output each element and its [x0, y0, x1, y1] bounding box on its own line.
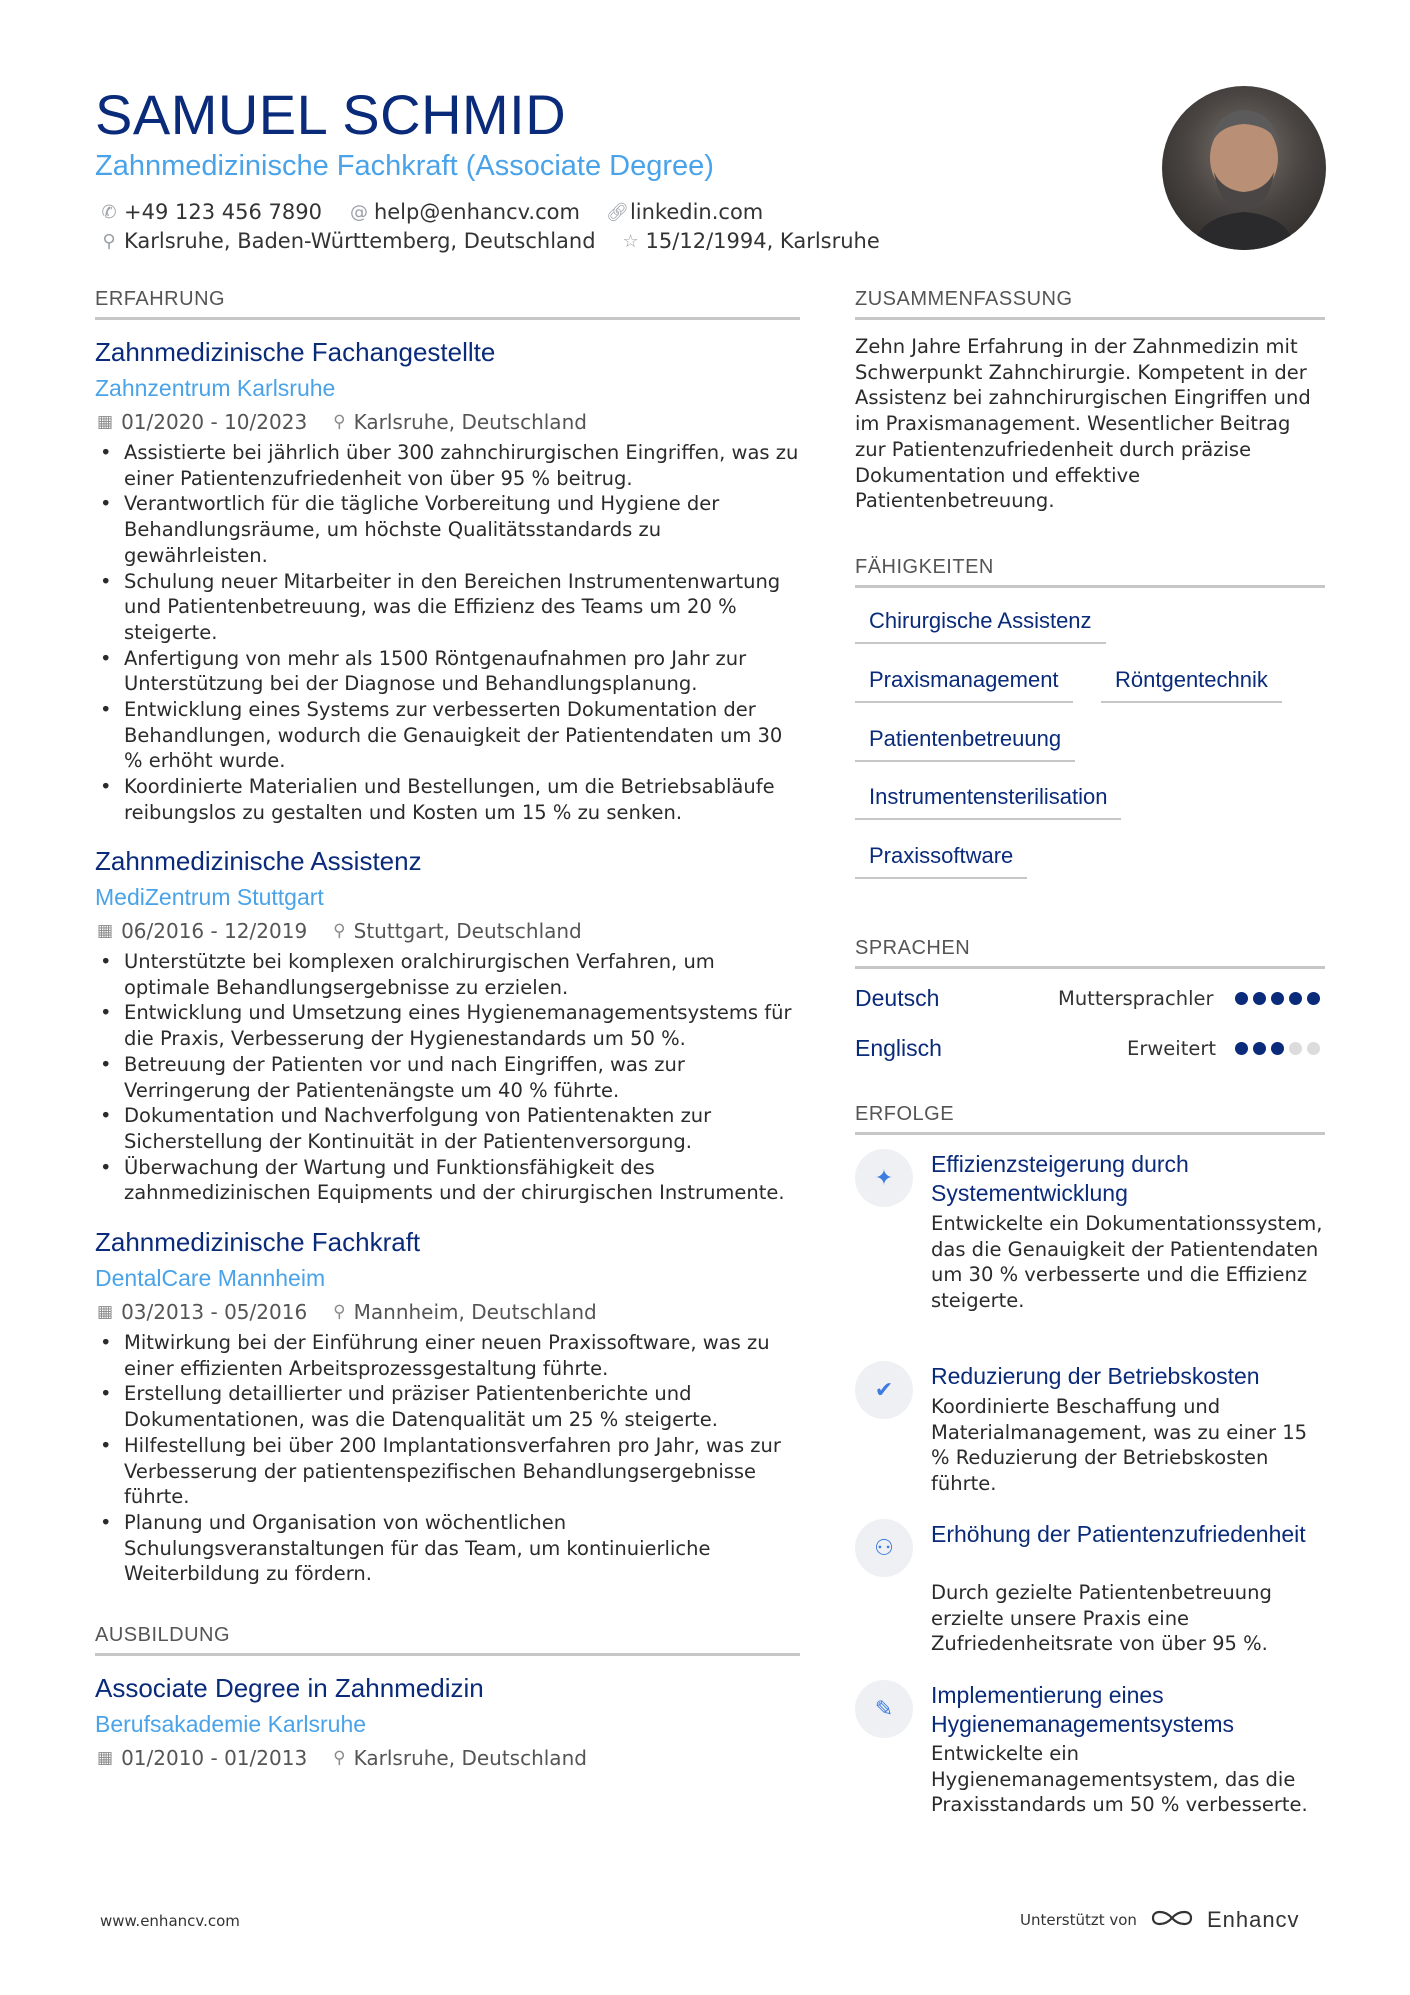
email-link[interactable]: help@enhancv.com	[373, 200, 580, 224]
summary-text: Zehn Jahre Erfahrung in der Zahnmedizin mit Schwerpunkt Zahnchirurgie. Kompetent in der Assistenz bei zahnchirurgischen Eingriffen und im Praxismanagement. Wesentlicher Beitrag zur Patientenzufriedenheit durch präzise Dokumentation und effektive Patientenbetreuung.	[855, 335, 1311, 513]
skill-tag: Praxissoftware	[855, 843, 1027, 879]
job-bullet: • Überwachung der Wartung und Funktionsfähigkeit des zahnmedizinischen Equipments und der chirurgischen Instrumente.	[97, 1155, 802, 1206]
rating-dot-filled	[1253, 992, 1266, 1005]
job-bullets	[97, 440, 802, 826]
phone-text: +49 123 456 7890	[124, 200, 322, 224]
section-title-summary: ZUSAMMENFASSUNG	[855, 288, 1325, 320]
job-bullet: • Unterstützte bei komplexen oralchirurgischen Verfahren, um optimale Behandlungsergebnisse zu erzielen.	[97, 949, 802, 1000]
calendar-icon: ▦	[97, 1302, 114, 1322]
education-meta	[97, 1746, 587, 1770]
star-icon: ✦	[855, 1149, 913, 1207]
job-dates: 06/2016 - 12/2019	[121, 919, 308, 943]
job-bullet: • Assistierte bei jährlich über 300 zahnchirurgischen Eingriffen, was zu einer Patientenzufriedenheit von über 95 % beitrug.	[97, 440, 802, 491]
language-rating	[1235, 992, 1320, 1005]
skill-tag: Röntgentechnik	[1101, 667, 1282, 703]
link-icon: 🔗︎	[605, 201, 629, 223]
company-name: MediZentrum Stuttgart	[95, 884, 324, 910]
job-bullet: • Koordinierte Materialien und Bestellungen, um die Betriebsabläufe reibungslos zu gestalten und Kosten um 15 % zu senken.	[97, 774, 802, 825]
contact-row-1	[100, 200, 763, 224]
job-bullet: • Planung und Organisation von wöchentlichen Schulungsveranstaltungen für das Team, um kontinuierliche Weiterbildung zu fördern.	[97, 1510, 802, 1587]
skill-tag: Praxismanagement	[855, 667, 1073, 703]
calendar-icon: ▦	[97, 921, 114, 941]
job-bullets	[97, 949, 802, 1206]
skill-tag: Instrumentensterilisation	[855, 784, 1121, 820]
section-title-education: AUSBILDUNG	[95, 1624, 800, 1656]
language-level: Muttersprachler	[1058, 987, 1214, 1010]
job-bullets	[97, 1330, 802, 1587]
footer-brand	[1020, 1905, 1300, 1935]
star-icon: ☆	[622, 230, 639, 252]
achievement-desc: Entwickelte ein Dokumentationssystem, das die Genauigkeit der Patientendaten um 30 % verbesserte und die Effizienz steigerte.	[931, 1212, 1323, 1313]
job-bullet: • Entwicklung eines Systems zur verbesserten Dokumentation der Behandlungen, wodurch die Genauigkeit der Patientendaten um 30 % erhöht wurde.	[97, 697, 802, 774]
job-bullet: • Entwicklung und Umsetzung eines Hygienemanagementsystems für die Praxis, Verbesserung der Hygienestandards um 50 %.	[97, 1000, 802, 1051]
job-meta	[97, 410, 587, 434]
birth-text: 15/12/1994, Karlsruhe	[645, 229, 880, 253]
skill-tag: Patientenbetreuung	[855, 726, 1075, 762]
job-bullet: • Dokumentation und Nachverfolgung von Patientenakten zur Sicherstellung der Kontinuität in der Patientenversorgung.	[97, 1103, 802, 1154]
achievement-title: Erhöhung der Patientenzufriedenheit	[931, 1521, 1306, 1547]
education-dates: 01/2010 - 01/2013	[121, 1746, 308, 1770]
location-pin-icon: ⚲	[333, 412, 346, 432]
job-bullet: • Schulung neuer Mitarbeiter in den Bereichen Instrumentenwartung und Patientenbetreuung, was die Effizienz des Teams um 20 % steigerte.	[97, 569, 802, 646]
rating-dot-empty	[1307, 1042, 1320, 1055]
award-icon: ⚇	[855, 1519, 913, 1577]
language-level: Erweitert	[1127, 1037, 1217, 1060]
rating-dot-filled	[1271, 992, 1284, 1005]
language-rating	[1235, 1042, 1320, 1055]
section-title-skills: FÄHIGKEITEN	[855, 556, 1325, 588]
job-title: Zahnmedizinische Assistenz	[95, 846, 422, 876]
job-location: Mannheim, Deutschland	[353, 1300, 597, 1324]
job-meta	[97, 1300, 597, 1324]
section-title-achievements: ERFOLGE	[855, 1103, 1325, 1135]
brand-name: Enhancv	[1206, 1907, 1300, 1932]
degree-title: Associate Degree in Zahnmedizin	[95, 1673, 484, 1703]
powered-by-text: Unterstützt von	[1020, 1911, 1137, 1929]
section-title-experience: ERFAHRUNG	[95, 288, 800, 320]
wand-icon: ✎	[855, 1680, 913, 1738]
phone-icon: ✆	[101, 201, 117, 223]
job-title: Zahnmedizinische Fachkraft	[95, 1227, 421, 1257]
achievement-desc: Entwickelte ein Hygienemanagementsystem, das die Praxisstandards um 50 % verbesserte.	[931, 1742, 1308, 1817]
calendar-icon: ▦	[97, 412, 114, 432]
job-bullet: • Betreuung der Patienten vor und nach Eingriffen, was zur Verringerung der Patientenängste um 40 % führte.	[97, 1052, 802, 1103]
rating-dot-filled	[1289, 992, 1302, 1005]
enhancv-logo-icon	[1149, 1905, 1195, 1935]
job-bullet: • Hilfestellung bei über 200 Implantationsverfahren pro Jahr, was zur Verbesserung der patientenspezifischen Behandlungsergebnisse führte.	[97, 1433, 802, 1510]
education-location: Karlsruhe, Deutschland	[353, 1746, 587, 1770]
location-pin-icon: ⚲	[333, 921, 346, 941]
rating-dot-empty	[1289, 1042, 1302, 1055]
achievement-title: Implementierung eines Hygienemanagementsystems	[931, 1682, 1234, 1737]
candidate-name: SAMUEL SCHMID	[95, 83, 567, 146]
job-bullet: • Erstellung detaillierter und präziser Patientenberichte und Dokumentationen, was die Datenqualität um 25 % steigerte.	[97, 1381, 802, 1432]
achievement-title: Effizienzsteigerung durch Systementwicklung	[931, 1151, 1189, 1206]
school-name: Berufsakademie Karlsruhe	[95, 1711, 367, 1737]
location-pin-icon: ⚲	[333, 1302, 346, 1322]
section-title-languages: SPRACHEN	[855, 937, 1325, 969]
rating-dot-filled	[1235, 1042, 1248, 1055]
achievement-title: Reduzierung der Betriebskosten	[931, 1363, 1260, 1389]
achievement-desc: Durch gezielte Patientenbetreuung erzielte unsere Praxis eine Zufriedenheitsrate von über 95 %.	[931, 1581, 1272, 1656]
rating-dot-filled	[1235, 992, 1248, 1005]
calendar-icon: ▦	[97, 1748, 114, 1768]
company-name: DentalCare Mannheim	[95, 1265, 326, 1291]
location-pin-icon: ⚲	[333, 1748, 346, 1768]
rating-dot-filled	[1307, 992, 1320, 1005]
check-icon: ✔	[855, 1361, 913, 1419]
job-bullet: • Verantwortlich für die tägliche Vorbereitung und Hygiene der Behandlungsräume, um höchste Qualitätsstandards zu gewährleisten.	[97, 491, 802, 568]
company-name: Zahnzentrum Karlsruhe	[95, 375, 336, 401]
rating-dot-filled	[1271, 1042, 1284, 1055]
job-location: Karlsruhe, Deutschland	[353, 410, 587, 434]
contact-row-2	[100, 229, 880, 253]
achievement-desc: Koordinierte Beschaffung und Materialmanagement, was zu einer 15 % Reduzierung der Betriebskosten führte.	[931, 1395, 1308, 1496]
job-bullet: • Mitwirkung bei der Einführung einer neuen Praxissoftware, was zu einer effizienten Arbeitsprozessgestaltung führte.	[97, 1330, 802, 1381]
job-dates: 03/2013 - 05/2016	[121, 1300, 308, 1324]
skill-tag: Chirurgische Assistenz	[855, 608, 1106, 644]
job-title: Zahnmedizinische Fachangestellte	[95, 337, 496, 367]
linkedin-link[interactable]: linkedin.com	[629, 200, 764, 224]
job-location: Stuttgart, Deutschland	[353, 919, 582, 943]
at-icon: @	[349, 201, 368, 223]
job-dates: 01/2020 - 10/2023	[121, 410, 308, 434]
job-meta	[97, 919, 582, 943]
language-name: Deutsch	[855, 985, 940, 1011]
footer-website[interactable]: www.enhancv.com	[100, 1912, 240, 1930]
job-bullet: • Anfertigung von mehr als 1500 Röntgenaufnahmen pro Jahr zur Unterstützung bei der Diagnose und Behandlungsplanung.	[97, 646, 802, 697]
candidate-headline: Zahnmedizinische Fachkraft (Associate Degree)	[95, 150, 714, 182]
location-text: Karlsruhe, Baden-Württemberg, Deutschland	[124, 229, 596, 253]
location-pin-icon: ⚲	[102, 230, 116, 252]
language-name: Englisch	[855, 1035, 942, 1061]
rating-dot-filled	[1253, 1042, 1266, 1055]
profile-photo	[1162, 86, 1326, 250]
